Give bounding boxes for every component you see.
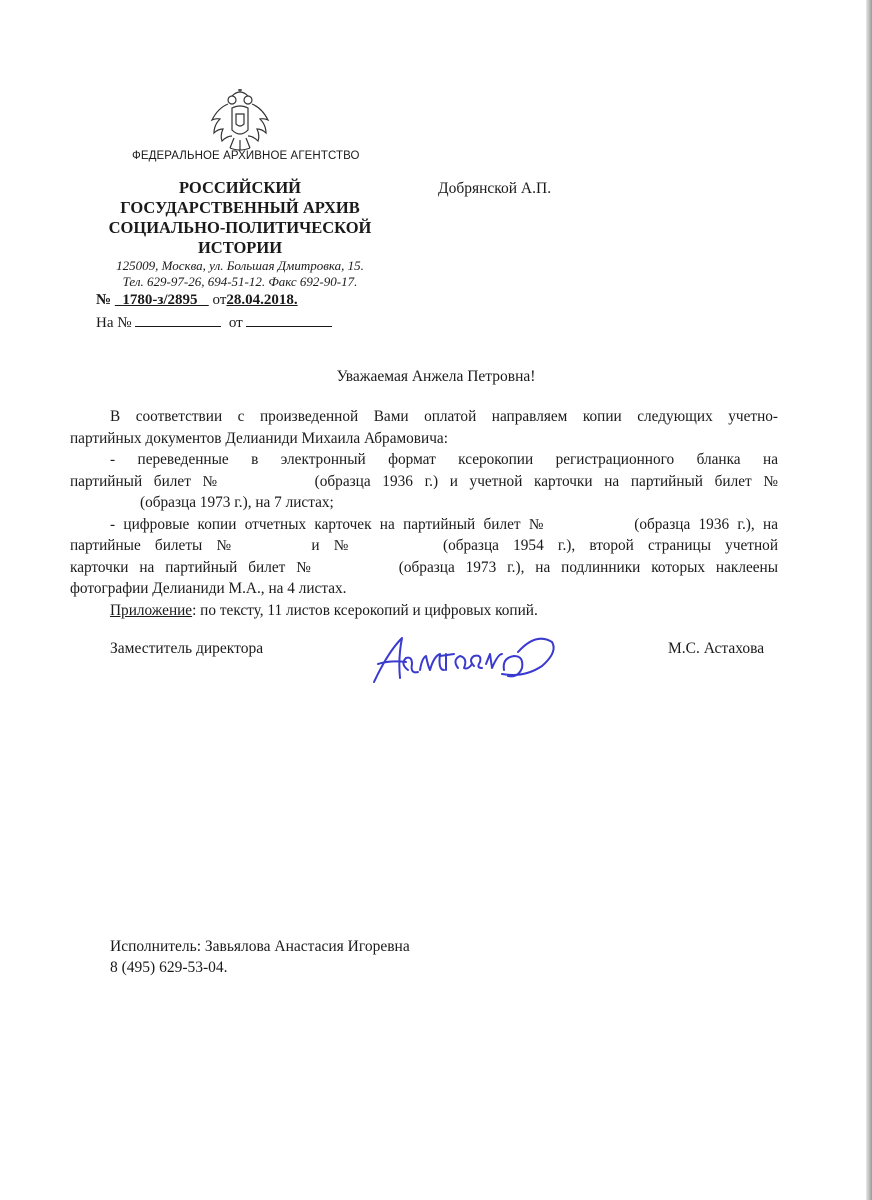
- signer-position: Заместитель директора: [110, 640, 264, 657]
- org-line: ГОСУДАРСТВЕННЫЙ АРХИВ: [120, 198, 360, 217]
- date-label: от: [212, 292, 227, 308]
- page-edge: [866, 0, 872, 1200]
- ref-from-label: от: [228, 315, 243, 331]
- org-line: РОССИЙСКИЙ: [178, 178, 302, 197]
- org-line: ИСТОРИИ: [197, 238, 283, 257]
- intro-line-2: партийных документов Делианиди Михаила Абрамовича:: [70, 429, 448, 447]
- item1-line-2: партийный билет № (образца 1936 г.) и учетной карточки на партийный билет №: [70, 472, 778, 490]
- signer-name: М.С. Астахова: [668, 640, 765, 657]
- date-value: 28.04.2018.: [226, 292, 298, 308]
- item2-line-3: карточки на партийный билет № (образца 1973 г.), на подлинники которых наклеены: [70, 558, 778, 576]
- number-value: 1780-з/2895: [122, 292, 198, 308]
- executor-name: Исполнитель: Завьялова Анастасия Игоревна: [110, 938, 410, 955]
- item1-line-3: (образца 1973 г.), на 7 листах;: [140, 494, 334, 511]
- recipient: Добрянской А.П.: [438, 180, 552, 197]
- coat-of-arms-icon: [208, 88, 272, 154]
- handwritten-signature: [368, 626, 568, 700]
- organization-name: [96, 178, 384, 258]
- address-line: Тел. 629-97-26, 694-51-12. Факс 692-90-17.: [122, 274, 358, 289]
- intro-line: В соответствии с произведенной Вами оплатой направляем копии следующих учетно-: [110, 408, 778, 425]
- letter-body: [70, 406, 779, 621]
- org-line: СОЦИАЛЬНО-ПОЛИТИЧЕСКОЙ: [108, 218, 372, 237]
- number-label: №: [96, 292, 112, 308]
- item2-line-2: партийные билеты № и № (образца 1954 г.), второй страницы учетной: [70, 537, 779, 554]
- reference-number: [96, 312, 332, 332]
- appendix-text: : по тексту, 11 листов ксерокопий и цифровых копий.: [192, 601, 538, 619]
- ref-date-blank: [246, 312, 332, 327]
- item1-line: - переведенные в электронный формат ксерокопии регистрационного бланка на: [110, 451, 778, 468]
- item2-line-4: фотографии Делианиди М.А., на 4 листах.: [70, 580, 347, 597]
- appendix-line: [110, 600, 778, 622]
- appendix-label: Приложение: [110, 601, 193, 619]
- address-line: 125009, Москва, ул. Большая Дмитровка, 15.: [116, 258, 364, 273]
- ref-label: На №: [96, 315, 132, 331]
- organization-address: [96, 258, 384, 290]
- executor-phone: 8 (495) 629-53-04.: [110, 959, 228, 976]
- agency-name: ФЕДЕРАЛЬНОЕ АРХИВНОЕ АГЕНТСТВО: [132, 150, 360, 162]
- executor-block: [110, 936, 410, 978]
- item2-line: - цифровые копии отчетных карточек на партийный билет № (образца 1936 г.), на: [110, 515, 778, 533]
- registration-number: [96, 292, 298, 309]
- ref-number-blank: [135, 312, 221, 327]
- greeting: Уважаемая Анжела Петровна!: [336, 368, 536, 385]
